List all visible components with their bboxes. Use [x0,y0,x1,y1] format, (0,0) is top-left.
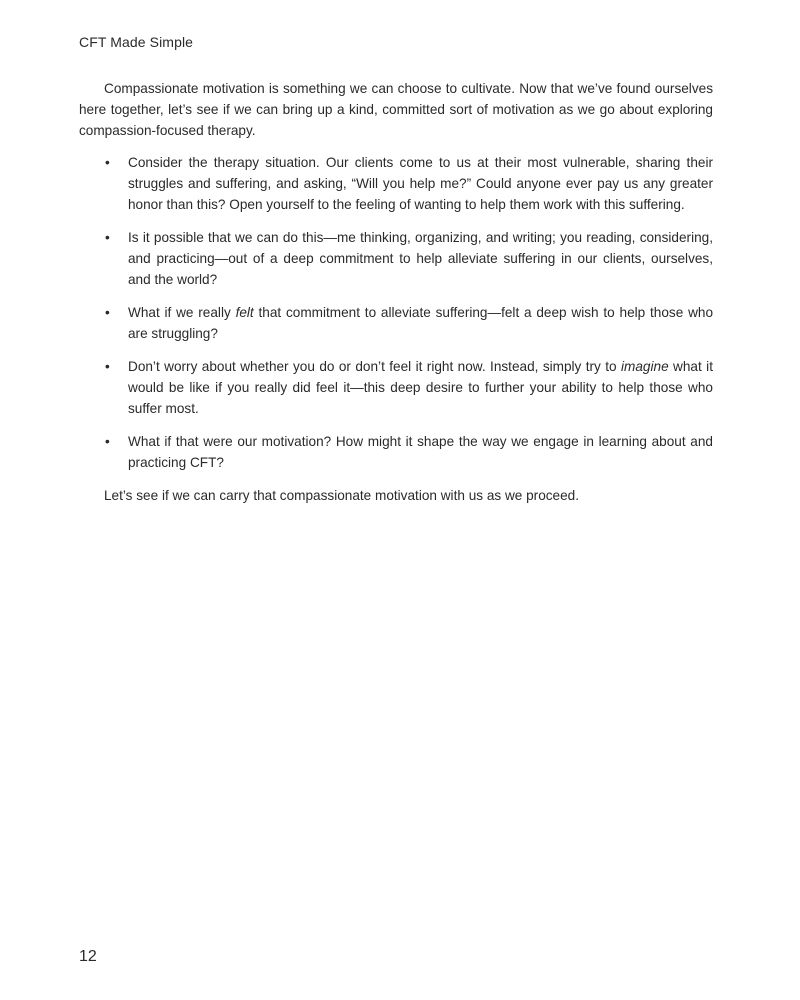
bullet-text: what it would be like if you really did feel it—this deep desire to further your ability to help those who suffer most. [128,359,713,416]
bullet-item [79,302,713,344]
bullet-item [79,431,713,473]
page-number: 12 [79,948,97,965]
bullet-item [79,152,713,215]
bullet-icon: • [105,359,110,374]
bullet-text: What if that were our motivation? How might it shape the way we engage in learning about and practicing CFT? [128,434,713,470]
bullet-emphasis: felt [235,305,254,320]
bullet-emphasis: imagine [621,359,669,374]
bullet-list [79,152,713,473]
bullet-icon: • [105,230,110,245]
intro-paragraph: Compassionate motivation is something we can choose to cultivate. Now that we’ve found ourselves here together, let’s see if we can bring up a kind, committed sort of motivation as we go about exploring compassion-focused therapy. [79,81,713,138]
page-body [79,78,713,506]
bullet-icon: • [105,434,110,449]
bullet-text: Don’t worry about whether you do or don’t feel it right now. Instead, simply try to [128,359,622,374]
bullet-text: Consider the therapy situation. Our clients come to us at their most vulnerable, sharing their struggles and suffering, and asking, “Will you help me?” Could anyone ever pay us any greater honor than this? Open yourself to the feeling of wanting to help them work with this suffering. [128,155,713,212]
bullet-text: that commitment to alleviate suffering—felt a deep wish to help those who are struggling? [128,305,714,341]
bullet-icon: • [105,155,110,170]
bullet-item [79,227,713,290]
running-head: CFT Made Simple [79,34,194,50]
bullet-item [79,356,713,419]
bullet-text: Is it possible that we can do this—me thinking, organizing, and writing; you reading, considering, and practicing—out of a deep commitment to help alleviate suffering in our clients, ourselves, and the world? [128,230,713,287]
bullet-icon: • [105,305,110,320]
closing-paragraph: Let’s see if we can carry that compassionate motivation with us as we proceed. [104,488,580,503]
bullet-text: What if we really [128,305,236,320]
